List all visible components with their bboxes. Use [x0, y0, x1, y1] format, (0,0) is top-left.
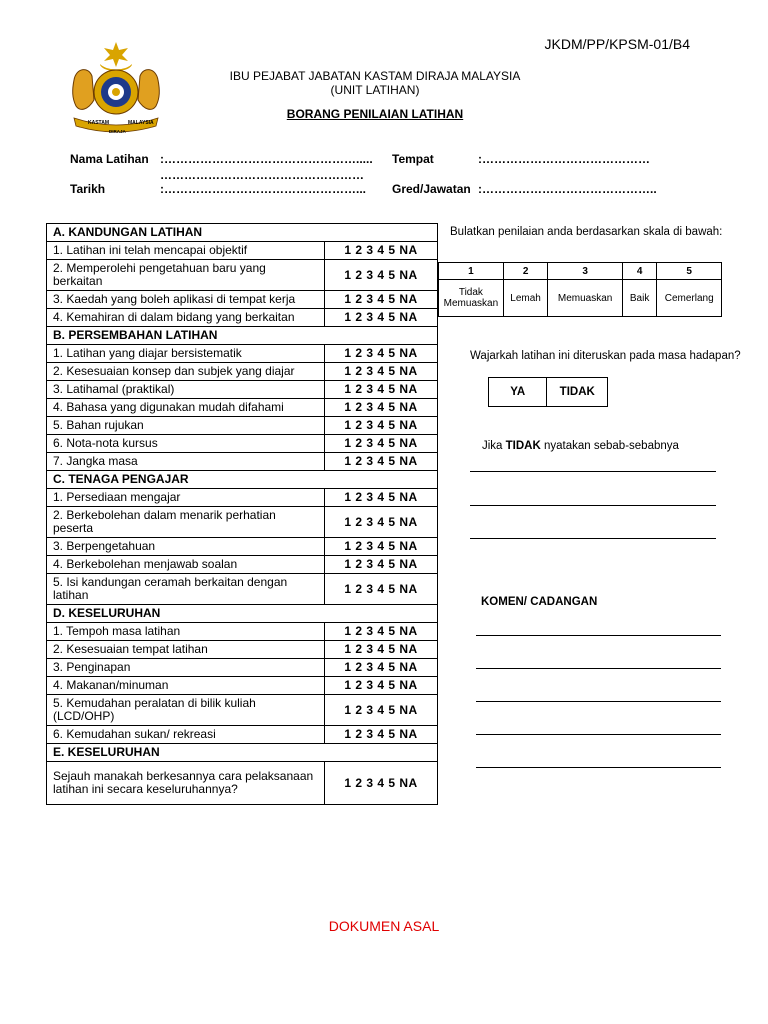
table-row — [47, 435, 438, 453]
table-row — [47, 381, 438, 399]
if-no-suffix: nyatakan sebab-sebabnya — [544, 440, 679, 452]
gred-jawatan-field[interactable]: :…………………………………….. — [478, 182, 657, 196]
table-row — [47, 574, 438, 605]
table-row — [47, 507, 438, 538]
continue-question: Wajarkah latihan ini diteruskan pada masa hadapan? — [470, 350, 741, 362]
question-text: 2. Kesesuaian konsep dan subjek yang diajar — [47, 363, 325, 381]
tempat-label: Tempat — [392, 152, 434, 166]
section-row — [47, 605, 438, 623]
table-row — [47, 641, 438, 659]
question-text: 4. Bahasa yang digunakan mudah difahami — [47, 399, 325, 417]
scale-legend — [438, 262, 722, 317]
question-text: 1. Latihan ini telah mencapai objektif — [47, 242, 325, 260]
table-row — [47, 260, 438, 291]
logo-text-left: KASTAM — [88, 120, 110, 126]
rating-scale[interactable]: 1 2 3 4 5 NA — [325, 574, 438, 605]
rating-scale[interactable]: 1 2 3 4 5 NA — [325, 291, 438, 309]
section-row — [47, 224, 438, 242]
evaluation-table — [46, 223, 438, 805]
question-text: 4. Berkebolehan menjawab soalan — [47, 556, 325, 574]
section-heading: D. KESELURUHAN — [47, 605, 438, 623]
scale-label: Lemah — [503, 280, 548, 317]
header-office: IBU PEJABAT JABATAN KASTAM DIRAJA MALAYSIA — [229, 69, 521, 83]
question-text: 2. Berkebolehan dalam menarik perhatian peserta — [47, 507, 325, 538]
question-text: 2. Memperolehi pengetahuan baru yang berkaitan — [47, 260, 325, 291]
gred-jawatan-label: Gred/Jawatan — [392, 182, 471, 196]
rating-scale[interactable]: 1 2 3 4 5 NA — [325, 381, 438, 399]
nama-latihan-label: Nama Latihan — [70, 152, 149, 166]
rating-scale[interactable]: 1 2 3 4 5 NA — [325, 399, 438, 417]
rating-scale[interactable]: 1 2 3 4 5 NA — [325, 677, 438, 695]
table-row — [47, 659, 438, 677]
rating-scale[interactable]: 1 2 3 4 5 NA — [325, 417, 438, 435]
section-heading: A. KANDUNGAN LATIHAN — [47, 224, 438, 242]
table-row — [47, 309, 438, 327]
scale-label: Baik — [622, 280, 657, 317]
question-text: 3. Penginapan — [47, 659, 325, 677]
table-row — [47, 726, 438, 744]
table-row — [47, 677, 438, 695]
question-text: 3. Latihamal (praktikal) — [47, 381, 325, 399]
rating-scale[interactable]: 1 2 3 4 5 NA — [325, 242, 438, 260]
tidak-option[interactable]: TIDAK — [547, 378, 608, 407]
table-row — [47, 623, 438, 641]
logo-text-right: MALAYSIA — [128, 120, 154, 126]
if-no-prefix: Jika — [482, 440, 503, 452]
section-row — [47, 471, 438, 489]
tarikh-field[interactable]: :…………………………………………... — [160, 182, 366, 196]
rating-scale[interactable]: 1 2 3 4 5 NA — [325, 507, 438, 538]
table-row — [47, 363, 438, 381]
rating-scale[interactable]: 1 2 3 4 5 NA — [325, 641, 438, 659]
comment-line-2[interactable] — [476, 668, 721, 669]
yes-no-options — [488, 377, 608, 407]
rating-scale[interactable]: 1 2 3 4 5 NA — [325, 695, 438, 726]
question-text: 4. Kemahiran di dalam bidang yang berkaitan — [47, 309, 325, 327]
rating-scale[interactable]: 1 2 3 4 5 NA — [325, 435, 438, 453]
rating-scale[interactable]: 1 2 3 4 5 NA — [325, 538, 438, 556]
if-no-instruction — [482, 440, 679, 452]
question-text: 3. Berpengetahuan — [47, 538, 325, 556]
rating-scale[interactable]: 1 2 3 4 5 NA — [325, 659, 438, 677]
section-row — [47, 744, 438, 762]
question-text: 6. Kemudahan sukan/ rekreasi — [47, 726, 325, 744]
rating-scale[interactable]: 1 2 3 4 5 NA — [325, 556, 438, 574]
header-unit: (UNIT LATIHAN) — [330, 83, 420, 97]
scale-number: 5 — [657, 263, 722, 280]
rating-scale[interactable]: 1 2 3 4 5 NA — [325, 726, 438, 744]
table-row — [47, 399, 438, 417]
tarikh-label: Tarikh — [70, 182, 106, 196]
rating-scale[interactable]: 1 2 3 4 5 NA — [325, 260, 438, 291]
table-row — [47, 538, 438, 556]
table-row — [47, 345, 438, 363]
question-text: 1. Latihan yang diajar bersistematik — [47, 345, 325, 363]
rating-scale[interactable]: 1 2 3 4 5 NA — [325, 363, 438, 381]
scale-number: 1 — [439, 263, 504, 280]
tempat-field[interactable]: :…………………………………… — [478, 152, 650, 166]
question-text: 4. Makanan/minuman — [47, 677, 325, 695]
scale-number: 3 — [548, 263, 622, 280]
form-title: BORANG PENILAIAN LATIHAN — [286, 107, 464, 121]
scale-number: 4 — [622, 263, 657, 280]
logo-text-bottom: DIRAJA — [109, 129, 126, 134]
rating-scale[interactable]: 1 2 3 4 5 NA — [325, 623, 438, 641]
table-row — [47, 556, 438, 574]
question-text: 7. Jangka masa — [47, 453, 325, 471]
rating-scale[interactable]: 1 2 3 4 5 NA — [325, 309, 438, 327]
comment-line-1[interactable] — [476, 635, 721, 636]
nama-latihan-field-line2[interactable]: …………………………………………… — [160, 168, 364, 182]
nama-latihan-field[interactable]: :…………………………………………..... — [160, 152, 373, 166]
table-row — [47, 242, 438, 260]
rating-scale[interactable]: 1 2 3 4 5 NA — [325, 453, 438, 471]
reason-line-3[interactable] — [470, 538, 716, 539]
comment-line-5[interactable] — [476, 767, 721, 768]
scale-instruction: Bulatkan penilaian anda berdasarkan skala di bawah: — [450, 226, 723, 238]
table-row — [47, 417, 438, 435]
ya-option[interactable]: YA — [489, 378, 547, 407]
table-row — [47, 489, 438, 507]
question-text: Sejauh manakah berkesannya cara pelaksanaan latihan ini secara keseluruhannya? — [47, 762, 325, 805]
scale-label: Cemerlang — [657, 280, 722, 317]
question-text: 1. Tempoh masa latihan — [47, 623, 325, 641]
table-row — [47, 695, 438, 726]
crest-logo — [66, 40, 166, 140]
table-row — [47, 291, 438, 309]
section-heading: E. KESELURUHAN — [47, 744, 438, 762]
scale-label: Tidak Memuaskan — [439, 280, 504, 317]
question-text: 2. Kesesuaian tempat latihan — [47, 641, 325, 659]
table-row — [47, 762, 438, 805]
document-status: DOKUMEN ASAL — [328, 918, 440, 934]
section-row — [47, 327, 438, 345]
reason-line-2[interactable] — [470, 505, 716, 506]
reason-line-1[interactable] — [470, 471, 716, 472]
section-heading: B. PERSEMBAHAN LATIHAN — [47, 327, 438, 345]
rating-scale[interactable]: 1 2 3 4 5 NA — [325, 345, 438, 363]
komen-label: KOMEN/ CADANGAN — [481, 596, 598, 608]
scale-number: 2 — [503, 263, 548, 280]
rating-scale[interactable]: 1 2 3 4 5 NA — [325, 762, 438, 805]
question-text: 5. Kemudahan peralatan di bilik kuliah (LCD/OHP) — [47, 695, 325, 726]
table-row — [47, 453, 438, 471]
comment-line-3[interactable] — [476, 701, 721, 702]
if-no-bold: TIDAK — [505, 440, 541, 452]
rating-scale[interactable]: 1 2 3 4 5 NA — [325, 489, 438, 507]
section-heading: C. TENAGA PENGAJAR — [47, 471, 438, 489]
comment-line-4[interactable] — [476, 734, 721, 735]
scale-label: Memuaskan — [548, 280, 622, 317]
question-text: 3. Kaedah yang boleh aplikasi di tempat kerja — [47, 291, 325, 309]
document-code: JKDM/PP/KPSM-01/B4 — [544, 36, 690, 52]
question-text: 5. Isi kandungan ceramah berkaitan dengan latihan — [47, 574, 325, 605]
question-text: 1. Persediaan mengajar — [47, 489, 325, 507]
question-text: 6. Nota-nota kursus — [47, 435, 325, 453]
question-text: 5. Bahan rujukan — [47, 417, 325, 435]
